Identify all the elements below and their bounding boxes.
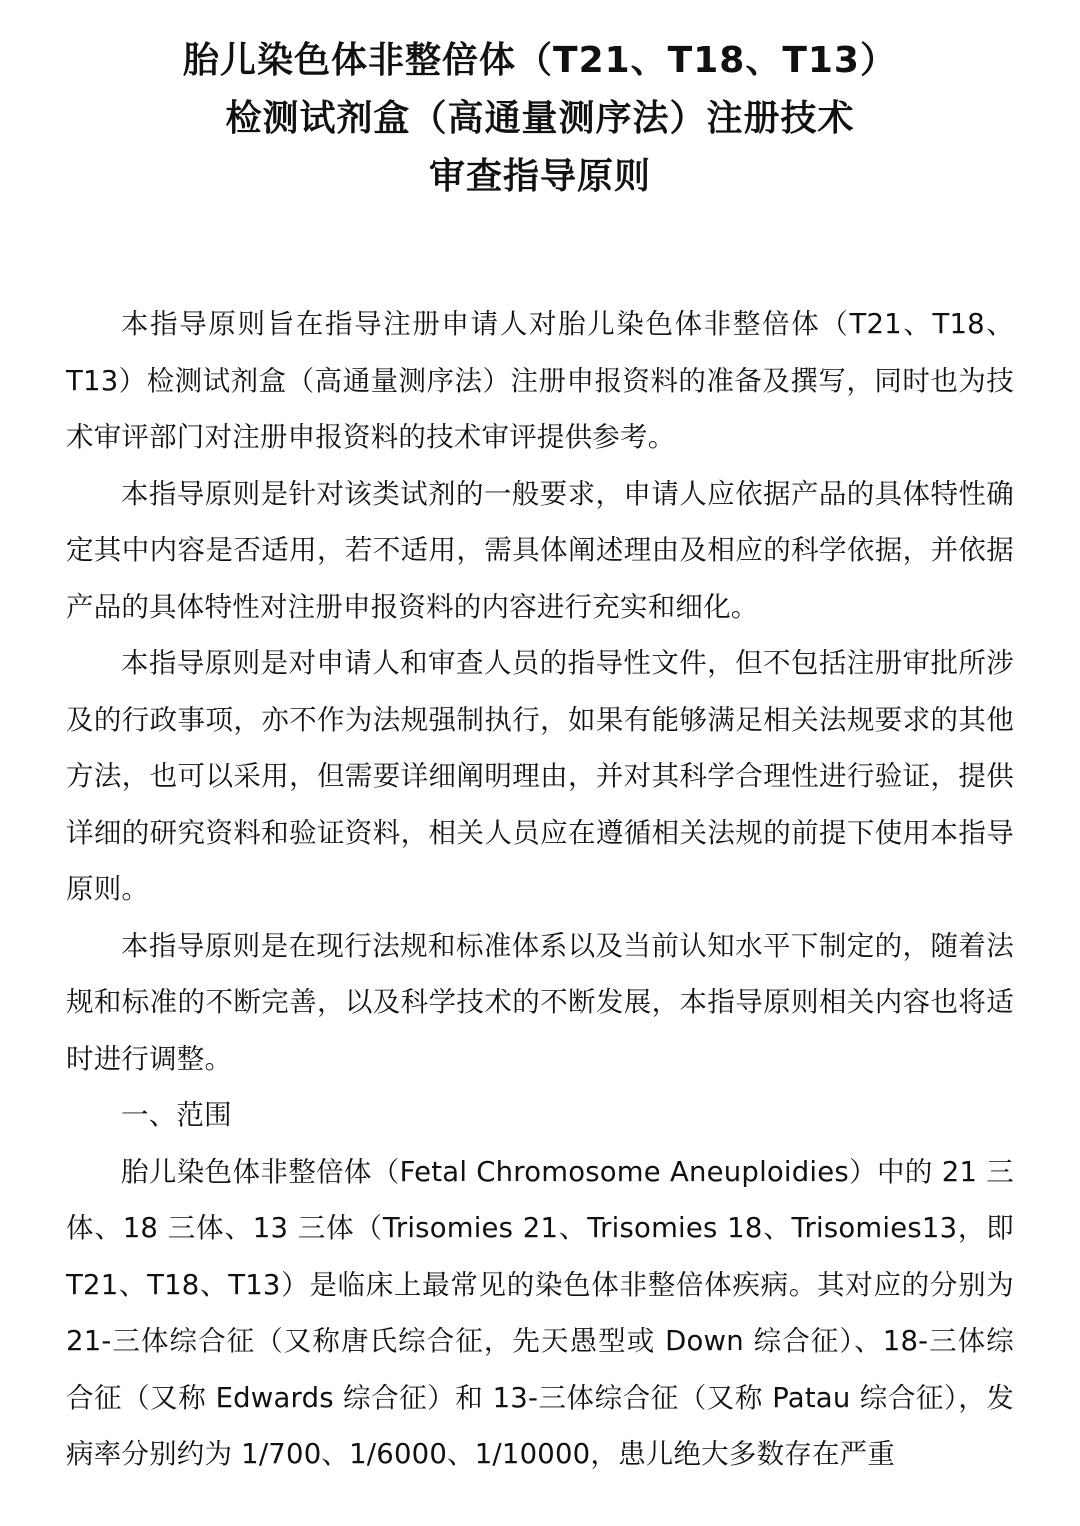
document-title [66, 32, 1014, 206]
paragraph-scope: 胎儿染色体非整倍体（Fetal Chromosome Aneuploidies）中的 21 三体、18 三体、13 三体（Trisomies 21、Trisomies 18、Trisomies13，即 T21、T18、T13）是临床上最常见的染色体非整倍体疾病。其对应的分别为 21-三体综合征（又称唐氏综合征，先天愚型或 Down 综合征）、18-三体综合征（又称 Edwards 综合征）和 13-三体综合征（又称 Patau 综合征），发病率分别约为 1/700、1/6000、1/10000，患儿绝大多数存在严重 [66, 1155, 1014, 1470]
title-line-3: 审查指导原则 [428, 156, 651, 197]
paragraph-general-requirements: 本指导原则是针对该类试剂的一般要求，申请人应依据产品的具体特性确定其中内容是否适用，若不适用，需具体阐述理由及相应的科学依据，并依据产品的具体特性对注册申报资料的内容进行充实和细化。 [66, 477, 1014, 623]
paragraph-revision: 本指导原则是在现行法规和标准体系以及当前认知水平下制定的，随着法规和标准的不断完善，以及科学技术的不断发展，本指导原则相关内容也将适时进行调整。 [66, 929, 1014, 1075]
title-line-2: 检测试剂盒（高通量测序法）注册技术 [225, 98, 855, 139]
paragraph-guidance-nature: 本指导原则是对申请人和审查人员的指导性文件，但不包括注册审批所涉及的行政事项，亦不作为法规强制执行，如果有能够满足相关法规要求的其他方法，也可以采用，但需要详细阐明理由，并对其科学合理性进行验证，提供详细的研究资料和验证资料，相关人员应在遵循相关法规的前提下使用本指导原则。 [66, 647, 1014, 905]
paragraph-purpose: 本指导原则旨在指导注册申请人对胎儿染色体非整倍体（T21、T18、T13）检测试剂盒（高通量测序法）注册申报资料的准备及撰写，同时也为技术审评部门对注册申报资料的技术审评提供参考。 [66, 308, 1014, 453]
document-body [66, 296, 1014, 1483]
title-line-1: 胎儿染色体非整倍体（T21、T18、T13） [183, 40, 897, 81]
section-heading-scope: 一、范围 [121, 1099, 232, 1131]
